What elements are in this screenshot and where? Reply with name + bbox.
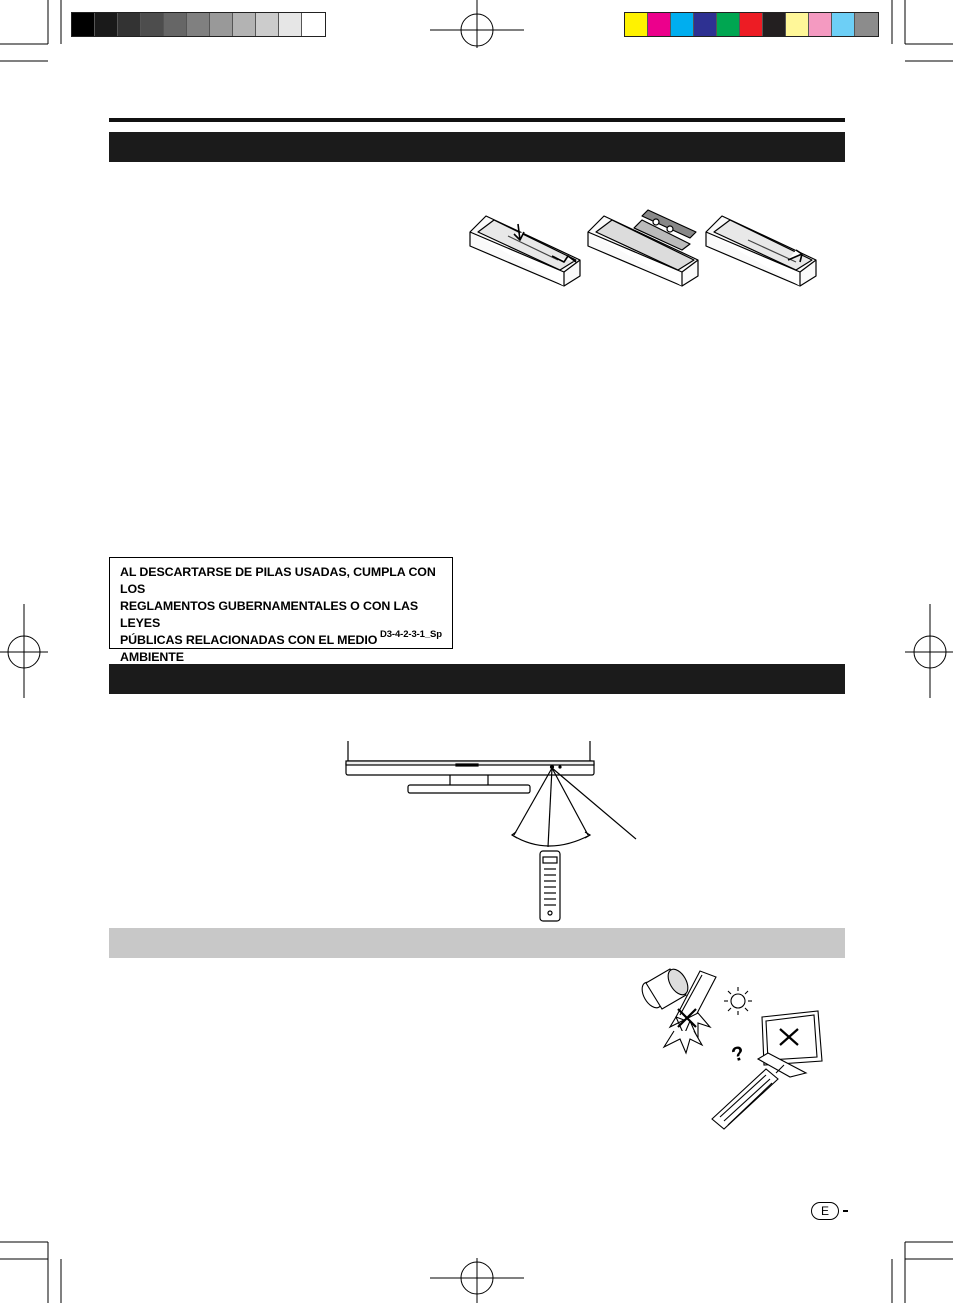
color-swatch <box>740 13 763 36</box>
notice-line-2: REGLAMENTOS GUBERNAMENTALES O CON LAS LEYES <box>120 599 419 630</box>
grayscale-swatch <box>279 13 302 36</box>
color-swatch <box>625 13 648 36</box>
remote-control-icon <box>712 1069 778 1129</box>
section-heading-band-batteries <box>109 132 845 162</box>
section-heading-band-range <box>109 664 845 694</box>
page-language-marker <box>811 1202 848 1220</box>
header-rule <box>109 118 845 122</box>
section-heading-band-precautions <box>109 928 845 958</box>
grayscale-swatch <box>164 13 187 36</box>
remote-open-cover-step <box>470 216 580 286</box>
tv-direct-light-icon <box>758 1011 822 1077</box>
battery-insertion-illustration <box>468 210 848 290</box>
grayscale-swatch <box>302 13 325 36</box>
color-swatch <box>694 13 717 36</box>
color-swatch <box>832 13 855 36</box>
grayscale-swatch <box>210 13 233 36</box>
grayscale-swatch <box>256 13 279 36</box>
grayscale-swatch <box>187 13 210 36</box>
grayscale-swatch <box>95 13 118 36</box>
grayscale-swatch <box>141 13 164 36</box>
remote-operating-range-diagram <box>340 735 660 925</box>
color-swatch <box>786 13 809 36</box>
battery-disposal-notice <box>109 557 453 664</box>
grayscale-swatch <box>72 13 95 36</box>
notice-line-1: AL DESCARTARSE DE PILAS USADAS, CUMPLA CON LOS <box>120 565 436 596</box>
notice-line-3: PÚBLICAS RELACIONADAS CON EL MEDIO AMBIENTE <box>120 633 378 664</box>
remote-precautions-illustration <box>640 965 840 1135</box>
color-swatch <box>809 13 832 36</box>
color-swatch <box>671 13 694 36</box>
language-letter: E <box>811 1202 839 1220</box>
remote-close-cover-step <box>706 216 816 286</box>
color-swatch <box>717 13 740 36</box>
sun-icon <box>724 987 752 1015</box>
page-number-dash <box>843 1210 848 1212</box>
color-swatch <box>648 13 671 36</box>
tv-stand <box>408 785 530 793</box>
color-swatch <box>855 13 878 36</box>
grayscale-calibration-bar <box>71 12 326 37</box>
grayscale-swatch <box>233 13 256 36</box>
question-mark-icon: ? <box>729 1042 747 1067</box>
remote-insert-batteries-step <box>588 210 698 286</box>
grayscale-swatch <box>118 13 141 36</box>
notice-code: D3-4-2-3-1_Sp <box>379 629 442 640</box>
color-swatch <box>763 13 786 36</box>
color-calibration-bar <box>624 12 879 37</box>
remote-control-icon <box>540 851 560 921</box>
